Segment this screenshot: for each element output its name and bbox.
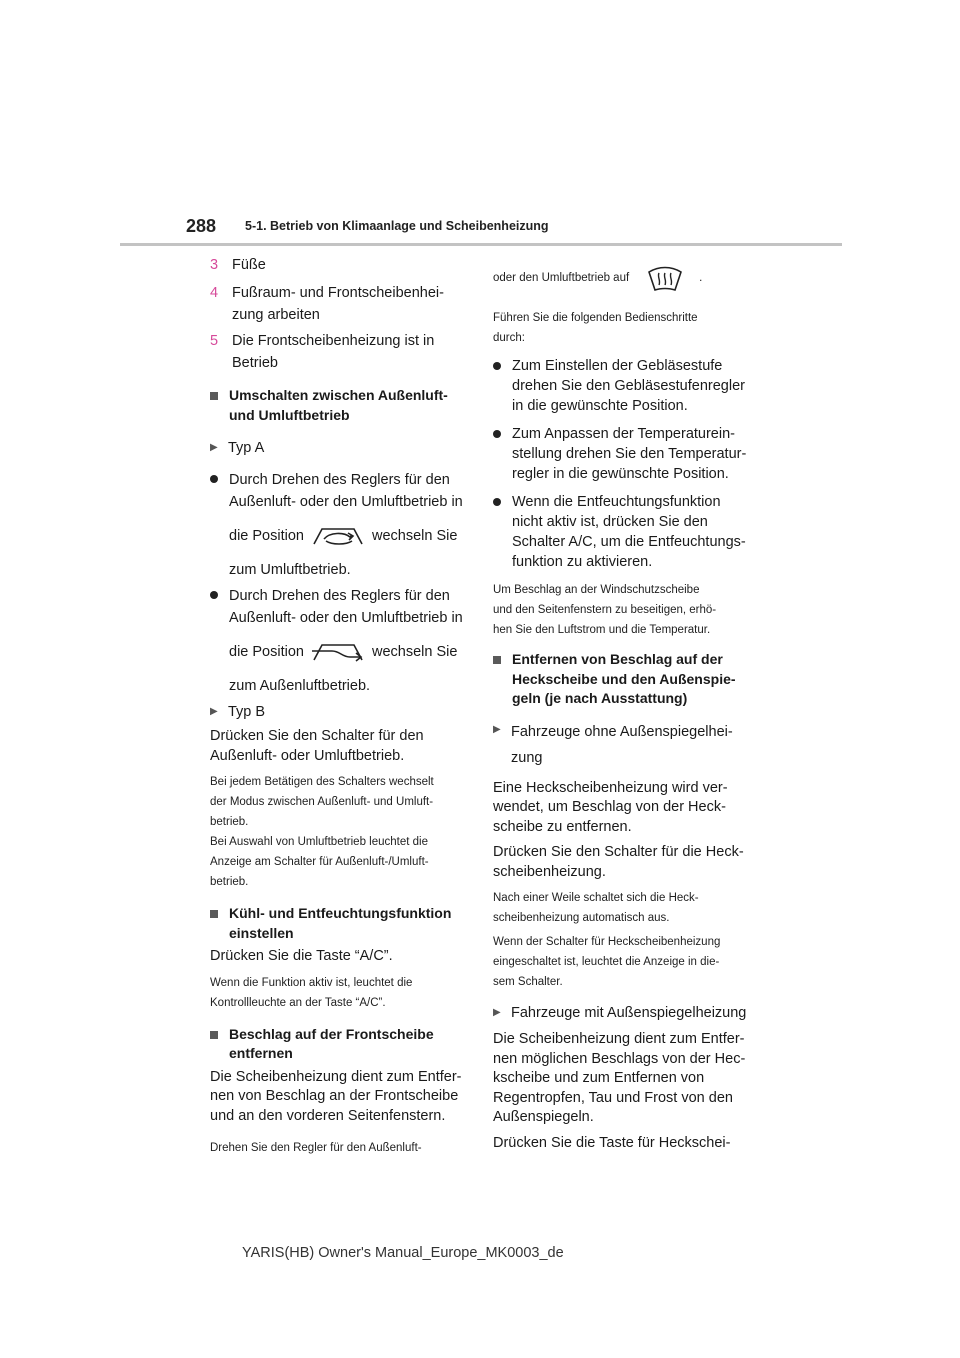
- bullet-text: wechseln Sie: [371, 644, 458, 660]
- header-divider: [120, 243, 842, 246]
- bullet-text: zum Umluftbetrieb.: [229, 562, 351, 578]
- bullet-item: [210, 585, 472, 629]
- type-label-text: Fahrzeuge ohne Außenspiegelhei- zung: [511, 723, 733, 766]
- body-text: Drücken Sie die Taste für Heckschei-: [493, 1134, 731, 1151]
- bullet-text: wechseln Sie: [371, 528, 458, 544]
- right-column: [493, 254, 755, 1153]
- triangle-bullet-icon: ▶: [493, 1007, 501, 1018]
- bullet-item: [493, 492, 755, 572]
- note-text: Drehen Sie den Regler für den Außenluft-: [210, 1142, 422, 1154]
- note-text: Führen Sie die folgenden Bedienschritte durch:: [493, 312, 698, 344]
- type-label: [210, 437, 472, 459]
- heading-text: Entfernen von Beschlag auf der Heckscheibe und den Außenspie- geln (je nach Ausstattung): [512, 651, 736, 706]
- section-heading: [210, 1025, 472, 1064]
- section-heading: [210, 904, 472, 943]
- body-text: Eine Heckscheibenheizung wird ver- wendet, um Beschlag von der Heck- scheibe zu entfernen.: [493, 779, 728, 835]
- bullet-text: zum Außenluftbetrieb.: [229, 678, 371, 694]
- bullet-text: Zum Einstellen der Gebläsestufe drehen Sie den Gebläsestufenregler in die gewünschte Position.: [512, 358, 745, 414]
- item-text: Die Frontscheibenheizung ist in Betrieb: [232, 333, 435, 371]
- note-text: Um Beschlag an der Windschutzscheibe und den Seitenfenstern zu beseitigen, erhö- hen Sie den Luftstrom und die Temperatur.: [493, 584, 717, 636]
- dot-bullet-icon: [493, 356, 512, 416]
- bullet-text: Wenn die Entfeuchtungsfunktion nicht aktiv ist, drücken Sie den Schalter A/C, um die Entfeuchtungs- funktion zu aktivieren.: [512, 494, 746, 570]
- outside-air-icon: [310, 639, 366, 665]
- body-text: Drücken Sie den Schalter für den Außenluft- oder Umluftbetrieb.: [210, 728, 424, 764]
- bullet-text: Durch Drehen des Reglers für den Außenluft- oder den Umluftbetrieb in: [229, 588, 463, 626]
- body-text: Drücken Sie die Taste “A/C”.: [210, 948, 393, 964]
- bullet-item: [493, 424, 755, 484]
- bullet-text: Durch Drehen des Reglers für den Außenluft- oder den Umluftbetrieb in: [229, 472, 463, 510]
- left-column: [210, 254, 472, 1158]
- windshield-defroster-icon: [645, 264, 685, 292]
- note-text: Nach einer Weile schaltet sich die Heck- scheibenheizung automatisch aus.: [493, 892, 699, 924]
- dot-bullet-icon: [210, 469, 229, 513]
- note-text: .: [699, 272, 703, 284]
- item-number: 3: [210, 257, 219, 273]
- triangle-bullet-icon: ▶: [210, 442, 218, 453]
- bullet-item: [493, 356, 755, 416]
- square-bullet-icon: [210, 386, 229, 425]
- triangle-bullet-icon: ▶: [210, 706, 218, 717]
- section-heading: [493, 650, 755, 709]
- section-title: 5-1. Betrieb von Klimaanlage und Scheibenheizung: [245, 219, 549, 233]
- dot-bullet-icon: [210, 585, 229, 629]
- dot-bullet-icon: [493, 492, 512, 572]
- body-text: Drücken Sie den Schalter für die Heck- scheibenheizung.: [493, 844, 744, 880]
- bullet-item: [210, 469, 472, 513]
- bullet-icon-line: [210, 519, 472, 553]
- dot-bullet-icon: [493, 424, 512, 484]
- section-heading: [210, 386, 472, 425]
- item-text: Füße: [232, 257, 266, 273]
- type-label: [493, 719, 755, 771]
- page-number: 288: [186, 216, 217, 236]
- bullet-text: die Position: [229, 644, 304, 660]
- triangle-bullet-icon: ▶: [493, 723, 501, 735]
- item-number: 4: [210, 285, 219, 301]
- square-bullet-icon: [210, 904, 229, 943]
- list-item: [210, 254, 472, 276]
- type-label-text: Typ B: [228, 704, 266, 720]
- type-label-text: Typ A: [228, 440, 265, 456]
- note-text: Wenn der Schalter für Heckscheibenheizung eingeschaltet ist, leuchtet die Anzeige in die- sem Schalter.: [493, 936, 721, 988]
- item-number: 5: [210, 333, 219, 349]
- recirculation-icon: [310, 523, 366, 549]
- square-bullet-icon: [493, 650, 512, 709]
- heading-text: Umschalten zwischen Außenluft- und Umluftbetrieb: [229, 387, 448, 423]
- bullet-text: die Position: [229, 528, 304, 544]
- note-text: Bei jedem Betätigen des Schalters wechselt der Modus zwischen Außenluft- und Umluft- betrieb. Bei Auswahl von Umluftbetrieb leuchtet die Anzeige am Schalter für Außenluft-/Umluft- betrieb.: [210, 776, 434, 888]
- type-label: [493, 1002, 755, 1024]
- note-text: oder den Umluftbetrieb auf: [493, 272, 630, 284]
- list-item: [210, 282, 472, 326]
- heading-text: Beschlag auf der Frontscheibe entfernen: [229, 1025, 434, 1061]
- body-text: Die Scheibenheizung dient zum Entfer- nen von Beschlag an der Frontscheibe und an den vorderen Seitenfenstern.: [210, 1068, 462, 1124]
- type-label: [210, 701, 472, 723]
- heading-text: Kühl- und Entfeuchtungsfunktion einstellen: [229, 905, 452, 941]
- list-item: [210, 330, 472, 374]
- type-label-text: Fahrzeuge mit Außenspiegelheizung: [511, 1005, 747, 1021]
- bullet-icon-line: [210, 635, 472, 669]
- item-text: Fußraum- und Frontscheibenhei- zung arbeiten: [232, 285, 444, 323]
- bullet-text: Zum Anpassen der Temperaturein- stellung drehen Sie den Temperatur- regler in die gewünschte Position.: [512, 426, 747, 482]
- note-icon-line: [493, 256, 755, 300]
- body-text: Die Scheibenheizung dient zum Entfer- nen möglichen Beschlags von der Hec- kscheibe und zum Entfernen von Regentropfen, Tau und Frost von den Außenspiegeln.: [493, 1031, 746, 1125]
- note-text: Wenn die Funktion aktiv ist, leuchtet die Kontrollleuchte an der Taste “A/C”.: [210, 976, 413, 1009]
- footer-text: YARIS(HB) Owner's Manual_Europe_MK0003_de: [242, 1245, 564, 1261]
- square-bullet-icon: [210, 1025, 229, 1064]
